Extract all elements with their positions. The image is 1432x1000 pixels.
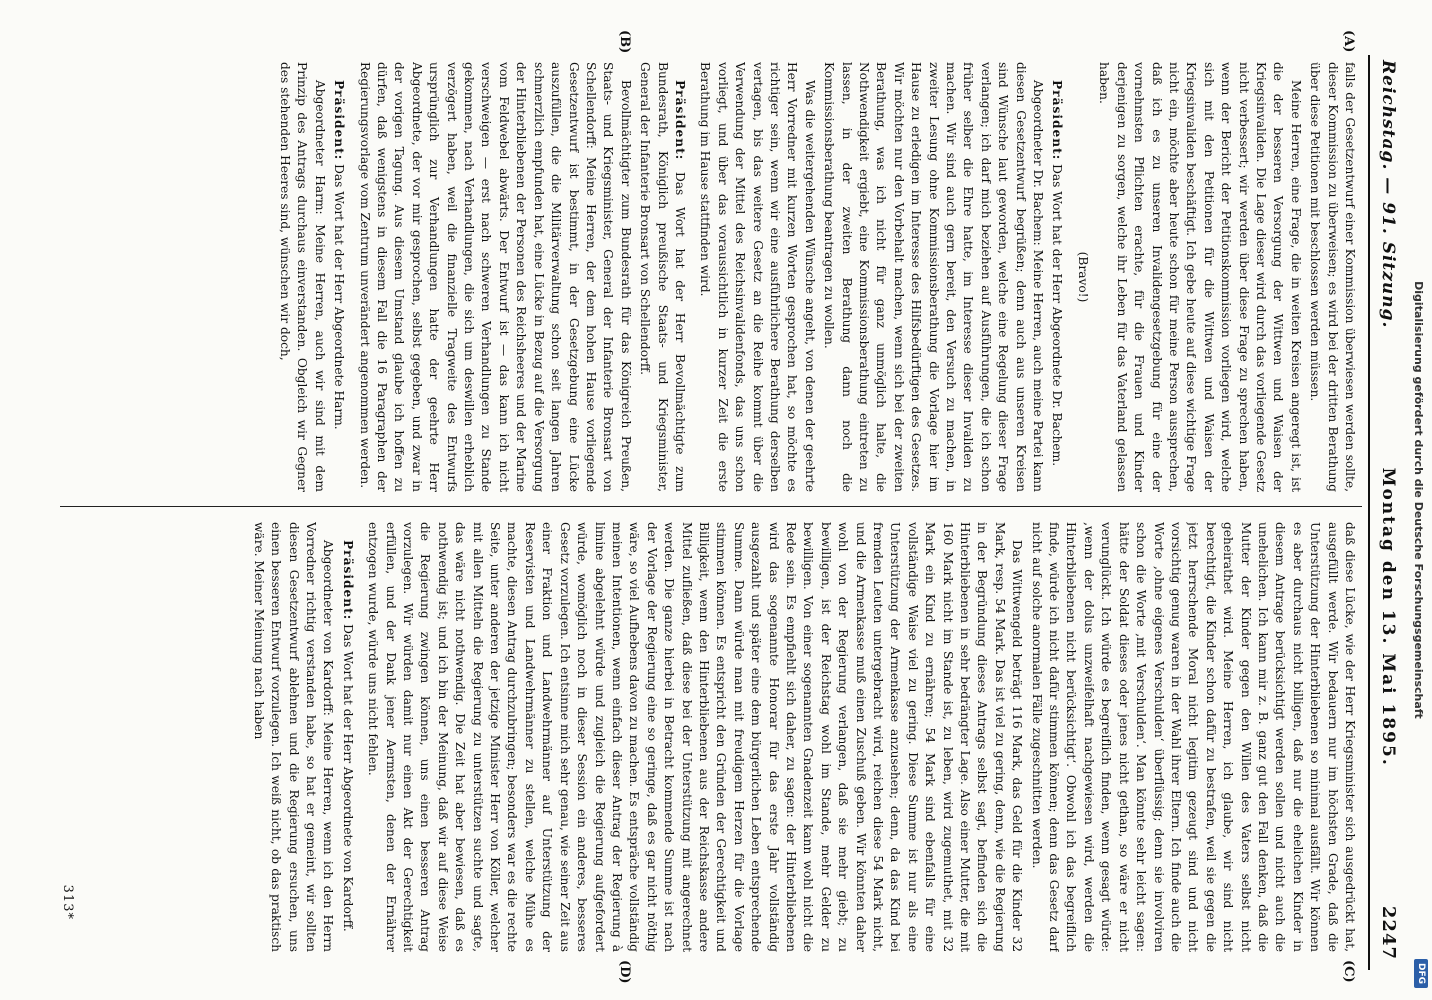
speaker-paragraph — [330, 62, 347, 492]
dfg-logo: DFG — [1414, 959, 1428, 988]
margin-letter-c: (C) — [1341, 960, 1356, 983]
speaker-paragraph — [1048, 62, 1065, 492]
speaker-text: Das Wort hat der Herr Bevollmächtigte zum Bundesrath, Königlich preußische Staats- und Kriegsminister, General der Infanterie Bronsart von Schellendorff. — [638, 62, 687, 492]
header-session: Reichstag. — 91. Sitzung. — [1378, 60, 1398, 329]
speaker-text: Das Wort hat der Herr Abgeordnete Harm. — [332, 164, 347, 430]
digitization-credit — [1406, 0, 1432, 1000]
header-rule — [1368, 55, 1370, 970]
paragraph: Was die weitergehenden Wünsche angeht, von denen der geehrte Herr Vorredner mit kurzen Worten gesprochen hat, so möchte es richtiger sein, wenn wir eine ausführlichere Berathung derselben vertagen, bis das weitere Gesetz an die Reihe kommt über die Verwendung der Mittel des Reichsinvalidenfonds, das uns schon vorliegt, und über das voraussichtlich in kurzer Zeit die erste Berathung im Hause stattfinden wird. — [698, 62, 817, 492]
column-divider — [60, 506, 1362, 507]
paragraph: Abgeordneter von Kardorff: Meine Herren, wenn ich den Herrn Vorredner richtig verstanden habe, so hat er gemeint, wir sollten diesen Gesetzentwurf ablehnen und die Regierung ersuchen, uns einen besseren Entwurf vorzulegen. Ich weiß nicht, ob das praktisch wäre. Meiner Meinung nach haben — [251, 522, 336, 952]
paragraph: Bevollmächtigter zum Bundesrath für das Königreich Preußen, Staats- und Kriegsminister, General der Infanterie Bronsart von Schellendorff: Meine Herren, der dem hohen Hause vorliegende Gesetzentwurf ist bestimmt, in der Gesetzgebung eine Lücke auszufüllen, die die Militärverwaltung schon seit langen Jahren schmerzlich empfunden hat, eine Lücke in Bezug auf die Versorgung der Hinterbliebenen der Personen des Reichsheeres und der Marine vom Feldwebel abwärts. Der Entwurf ist — das kann ich nicht verschweigen — erst nach schweren Verhandlungen zu Stande gekommen, nach Verhandlungen, die sich um deswillen erheblich verzögert haben, weil die finanzielle Tragweite des Entwurfs ursprünglich zur Verhandlungen hatte der geehrte Herr Abgeordnete, der vor mir gesprochen, selbst gegeben, und zwar in der vorigen Tagung. Aus diesem Umstand glaube ich hoffen zu dürfen, daß wenigstens in diesem Fall die 16 Paragraphen der Regierungsvorlage vom Zentrum unverändert angenommen werden. — [357, 62, 633, 492]
speaker-text: Das Wort hat der Herr Abgeordnete von Kardorff. — [340, 624, 355, 932]
right-column — [90, 522, 1358, 952]
paragraph: Abgeordneter Dr. Bachem: Meine Herren, auch meine Partei kann diesen Gesetzentwurf begrüßen; denn auch aus unseren Kreisen sind Wünsche laut geworden, welche eine Regelung dieser Frage verlangen; ich darf mich beziehen auf Ausführungen, die ich schon früher selber die Ehre hatte, im Interesse dieser Invaliden zu machen. Wir sind auch gern bereit, den Versuch zu machen, in zweiter Lesung ohne Kommissionsberathung die Vorlage hier im Hause zu erledigen im Interesse des Hilfsbedürftigen des Gesetzes. Wir möchten nur den Vorbehalt machen, wenn sich bei der zweiten Berathung, was ich nicht für ganz unmöglich halte, die Nothwendigkeit ergiebt, eine Kommissionsberathung eintreten zu lassen, in der zweiten Berathung dann noch die Kommissionsberathung beantragen zu wollen. — [822, 62, 1046, 492]
interjection: (Bravo!) — [1075, 251, 1090, 303]
signature-mark: 313* — [60, 884, 75, 920]
speaker-label: Präsident: — [672, 80, 687, 161]
margin-letter-d: (D) — [617, 960, 632, 984]
paragraph: falls der Gesetzentwurf einer Kommission überwiesen werden sollte, dieser Kommission zu überweisen; es wird bei der dritten Berathung über diese Petitionen mit beschlossen werden müssen. — [1308, 62, 1357, 492]
paragraph: Das Wittwengeld beträgt 116 Mark, das Geld für die Kinder 32 Mark, resp. 54 Mark. Das ist viel zu gering, denn, wie die Regierung in der Begründung dieses Antrags selbst sagt, befinden sich die Hinterbliebenen in sehr bedrängter Lage. Also einer Mutter, die mit 160 Mark nicht im Stande ist, zu leben, wird zugemuthet, mit 32 Mark ein Kind zu ernähren; 54 Mark sind ebenfalls für eine vollständige Waise viel zu gering. Diese Summe ist nur als eine Unterstützung der Armenkasse anzusehen; denn, da das Kind bei fremden Leuten untergebracht wird, reichen diese 54 Mark nicht, und die Armenkasse muß einen Zuschuß geben. Wir könnten daher wohl von der Regierung verlangen, daß sie mehr giebt; zu bewilligen, ist der Reichstag wohl im Stande, mehr Gelder zu bewilligen. Von einer sogenannten Gnadenzeit kann wohl nicht die Rede sein. Es empfiehlt sich daher, zu sagen: der Hinterbliebenen wird das sogenannte Honorar für das erste Jahr vollständig ausgezahlt und später eine dem bürgerlichen Leben entsprechende Summe. Dann würde man mit freudigem Herzen für die Vorlage stimmen können. Es entspricht den Gründen der Gerechtigkeit und Billigkeit, wenn den Hinterbliebenen aus der Reichskasse andere Mittel zufließen, daß diese bei der Unterstützung mit angerechnet werden. Die ganze hierbei in Betracht kommende Summe ist nach der Vorlage der Regierung eine so geringe, daß es gar nicht nöthig wäre, so viel Aufhebens davon zu machen. Es entspräche vollständig meinen Intentionen, wenn einfach dieser Antrag der Regierung à limine abgelehnt würde und zugleich die Regierung aufgefordert würde, womöglich noch in dieser Session ein anderes, besseres Gesetz vorzulegen. Ich entsinne mich sehr genau, wie seiner Zeit aus einer Fraktion und Landwehrmänner auf Unterstützung der Reservisten und Landwehrmänner zu stellen, welche Mühe es machte, diesen Antrag durchzubringen; besonders war es die rechte Seite, unter anderen der jetzige Minister Herr von Köller, welcher mit allen Mitteln die Regierung zu unterstützen suchte und sagte, das wäre nicht nothwendig. Die Zeit hat aber bewiesen, daß es nothwendig ist; und ich bin der Meinung, daß wir auf diese Weise die Regierung zwingen können, uns einen besseren Antrag vorzulegen. Wir würden damit nur einen Akt der Gerechtigkeit erfüllen, und der Dank jener Aermsten, denen der Ernährer entzogen wurde, würde uns nicht fehlen. — [366, 522, 1025, 952]
speaker-label: Präsident: — [332, 80, 347, 161]
speaker-label: Präsident: — [340, 540, 355, 621]
header-date: Montag den 13. Mai 1895. — [1378, 467, 1398, 767]
speaker-paragraph — [636, 62, 688, 492]
paragraph: Meine Herren, eine Frage, die in weiten Kreisen angeregt ist, ist die der besseren Versorgung der Wittwen und Waisen der Kriegsinvaliden. Die Lage dieser wird durch das vorliegende Gesetz nicht verbessert; wir werden über diese Frage zu sprechen haben, wenn der Bericht der Petitionskommission vorliegen wird, welche sich mit den Petitionen für die Wittwen und Waisen der Kriegsinvaliden beschäftigt. Ich gebe heute auf diese wichtige Frage nicht ein, möchte aber heute schon für meine Person aussprechen, daß ich es zu unseren Invalidengesetzgebung für eine der vornehmsten Pflichten erachte, für die Frauen und Kinder derjenigen zu sorgen, welche ihr Leben für das Vaterland gelassen haben. — [1097, 62, 1303, 492]
margin-letter-b: (B) — [617, 30, 632, 54]
running-head — [1378, 60, 1408, 960]
paragraph: Abgeordneter Harm: Meine Herren, auch wir sind mit dem Prinzip des Antrags durchaus einverstanden. Obgleich wir Gegner des stehenden Heeres sind, wünschen wir doch, — [278, 62, 327, 492]
speaker-label: Präsident: — [1050, 80, 1065, 161]
paragraph: daß diese Lücke, wie der Herr Kriegsminister sich ausgedrückt hat, ausgefüllt werde. Wir bedauern nur im höchsten Grade, daß die Unterstützung der Hinterbliebenen so minimal ausfällt. Wir können es aber durchaus nicht billigen, daß nur die ehelichen Kinder in diesem Antrage berücksichtigt werden sollen und nicht auch die unehelichen. Ich kann mir z. B. ganz gut den Fall denken, daß die Mutter der Kinder gegen den Willen des Vaters selbst nicht geheirathet wird. Meine Herren, ich glaube, wir sind nicht berechtigt, die Kinder schon dafür zu bestrafen, weil sie gegen die jetzt herrschende Moral nicht legitim gezeugt sind und nicht vorsichtig genug waren in der Wahl ihrer Eltern. Ich finde auch die Worte ‚ohne eigenes Verschulden‘ überflüssig; denn sie involviren schon die Worte ‚mit Verschulden‘. Man könnte sehr leicht sagen: hätte der Soldat dieses oder jenes nicht gethan, so wäre er nicht verunglückt. Ich würde es begreiflich finden, wenn gesagt würde: ‚wenn der dolus unzweifelhaft nachgewiesen wird, werden die Hinterbliebenen nicht berücksichtigt‘. Obwohl ich das begreiflich finde, würde ich nicht dafür stimmen können; denn das Gesetz darf nicht auf solche anormalen Fälle zugeschnitten werden. — [1029, 522, 1357, 952]
left-column — [90, 62, 1358, 492]
margin-letter-a: (A) — [1341, 30, 1356, 53]
speaker-text: Das Wort hat der Herr Abgeordnete Dr. Bachem. — [1050, 164, 1065, 467]
page-number: 2247 — [1378, 905, 1399, 960]
speaker-paragraph — [338, 522, 355, 952]
credit-text: Digitalisierung gefördert durch die Deutsche Forschungsgemeinschaft — [1412, 281, 1426, 719]
